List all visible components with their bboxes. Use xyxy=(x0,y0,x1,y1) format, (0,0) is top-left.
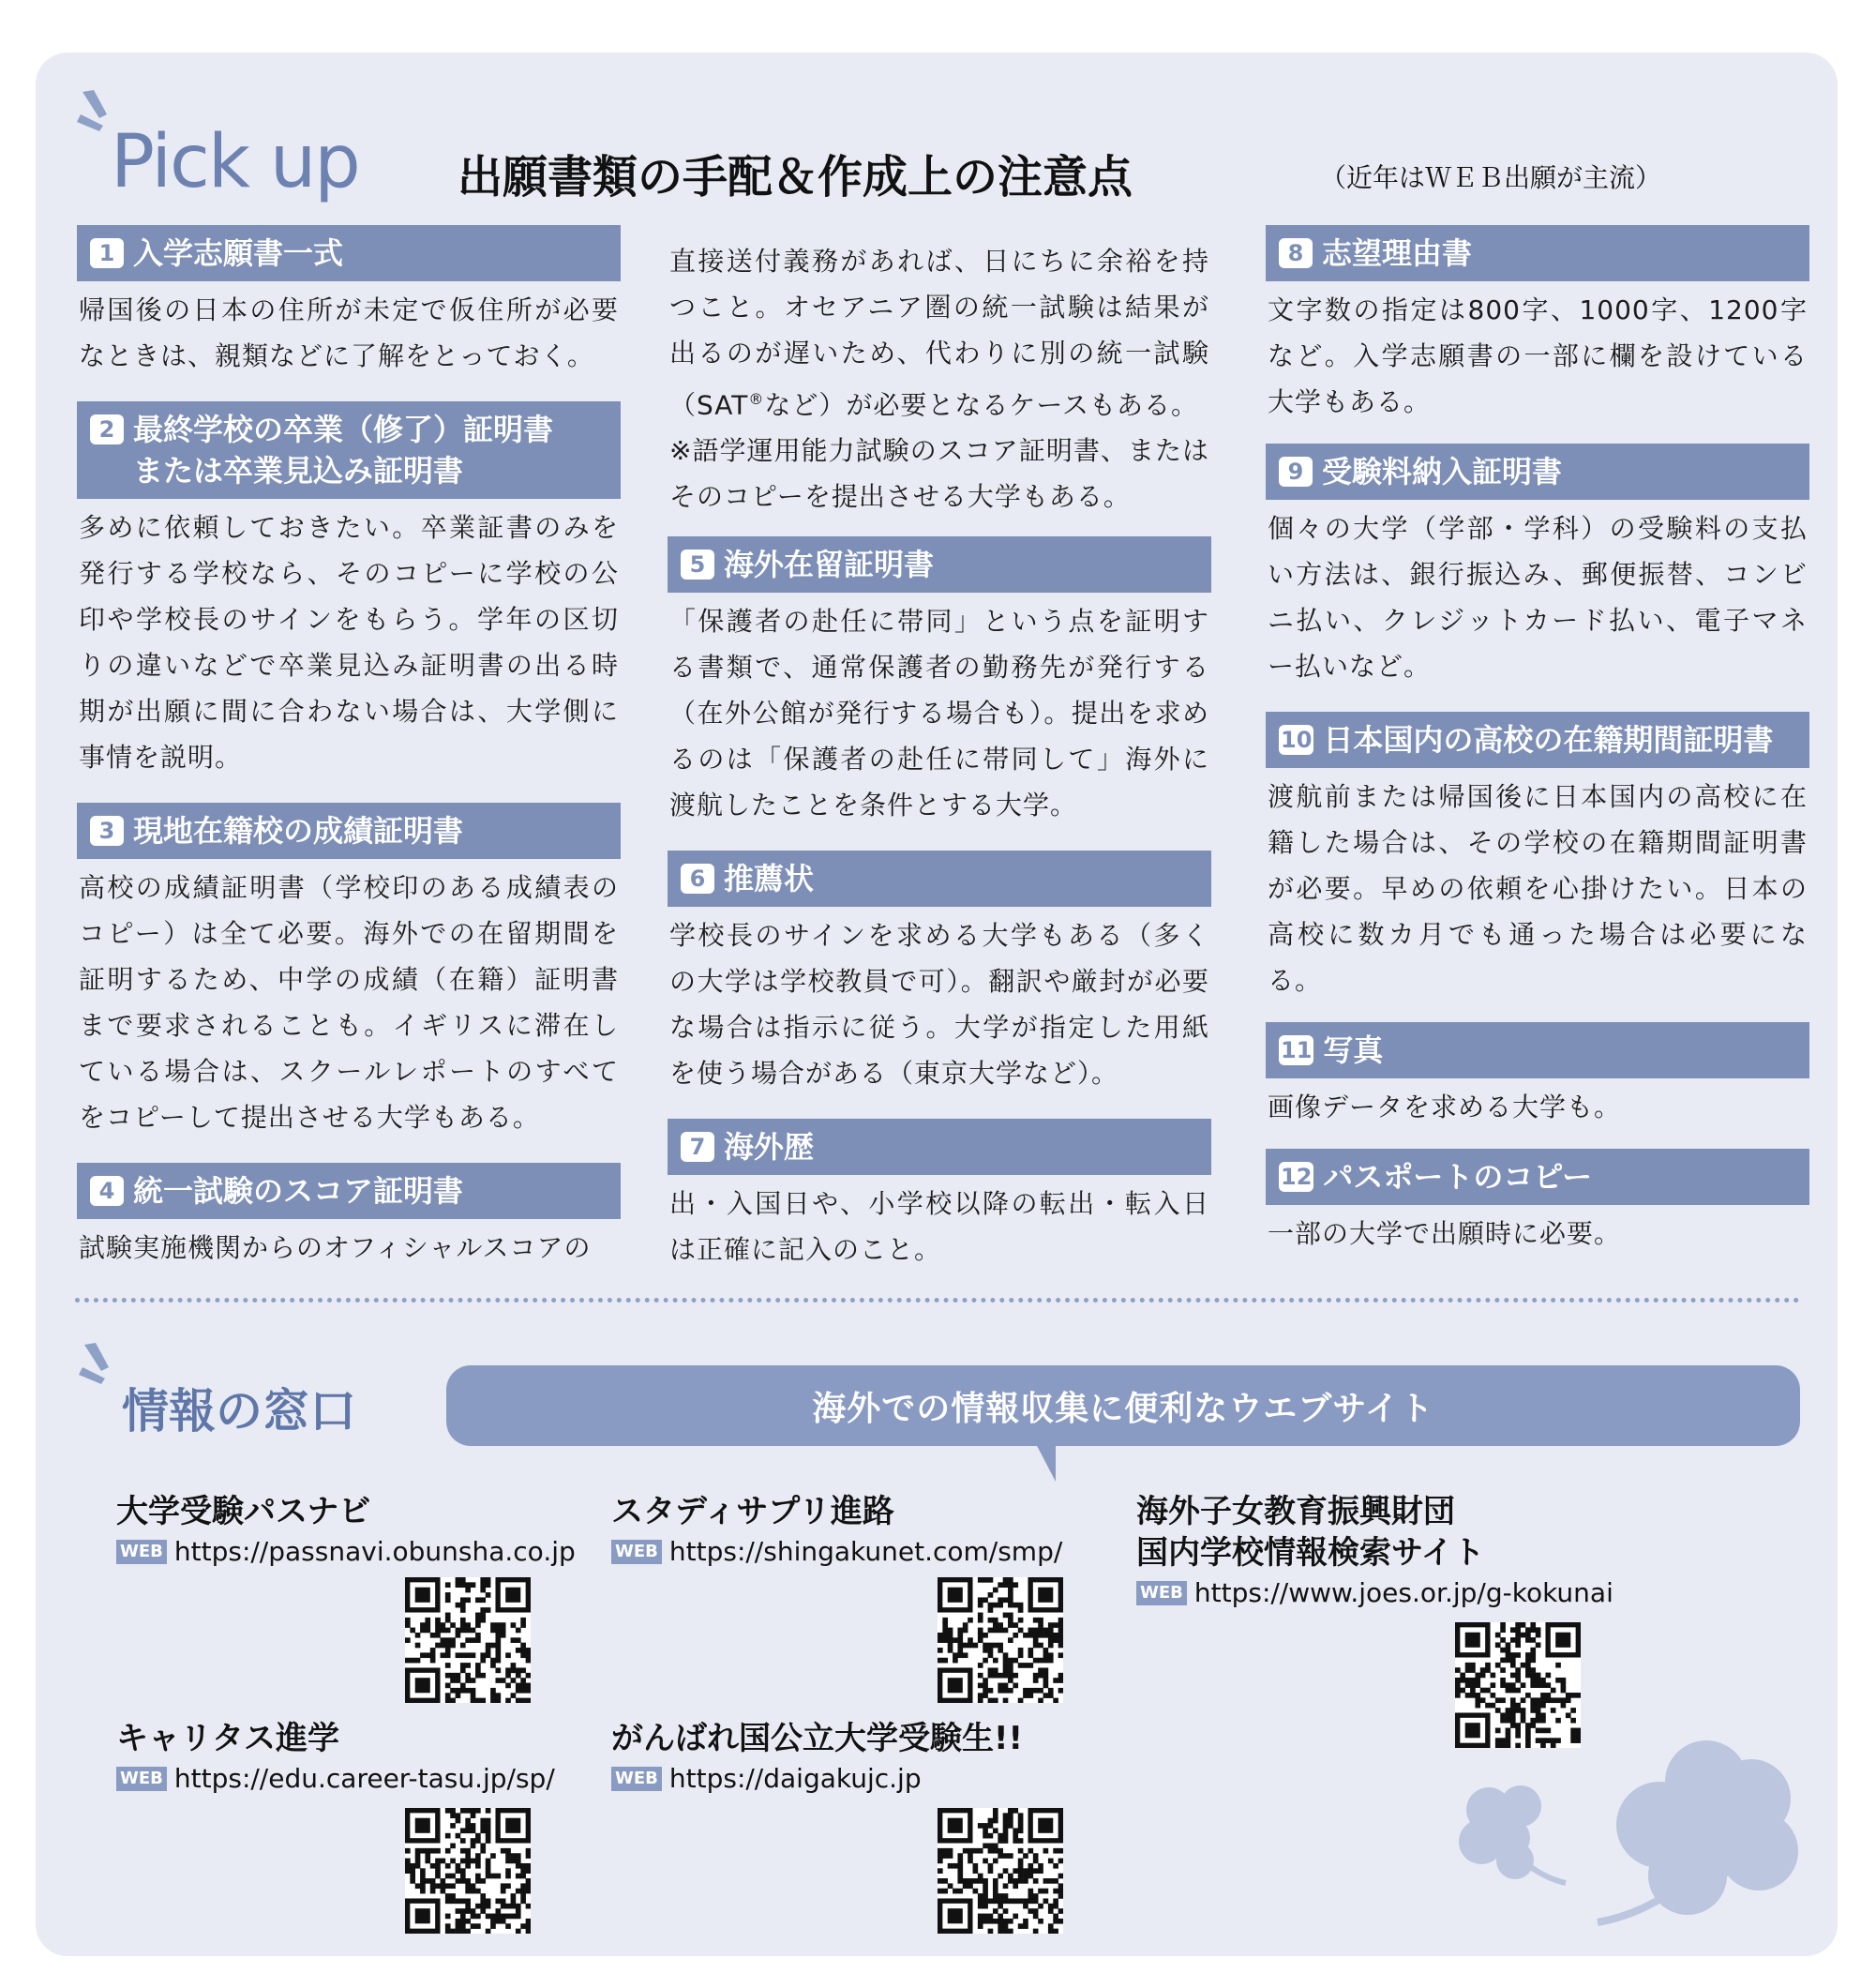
section-header-12 xyxy=(1266,1149,1809,1205)
info-section-title: 情報の窓口 xyxy=(122,1384,356,1438)
section-title: 志望理由書 xyxy=(1322,235,1473,271)
section-header-8 xyxy=(1266,225,1809,281)
site-name: スタディサプリ進路 xyxy=(611,1493,894,1530)
web-badge: WEB xyxy=(1136,1581,1187,1605)
section-title: 写真 xyxy=(1323,1032,1384,1068)
section-header-2 xyxy=(77,401,621,499)
number-badge: 3 xyxy=(90,816,124,846)
number-badge: 12 xyxy=(1281,1164,1313,1190)
section-header-9 xyxy=(1266,444,1809,500)
section-header-11 xyxy=(1266,1022,1809,1078)
number-badge: 10 xyxy=(1281,727,1313,753)
section-title: 入学志願書一式 xyxy=(133,235,344,271)
site-url-link[interactable]: https://passnavi.obunsha.co.jp xyxy=(173,1536,576,1567)
web-badge: WEB xyxy=(611,1540,662,1564)
site-name: キャリタス進学 xyxy=(116,1720,339,1757)
qr-code-icon[interactable] xyxy=(405,1577,531,1703)
number-badge: 6 xyxy=(681,864,714,894)
number-badge: 5 xyxy=(681,550,714,580)
section-title: パスポートのコピー xyxy=(1323,1159,1593,1195)
number-badge: 4 xyxy=(90,1176,124,1206)
qr-code-icon[interactable] xyxy=(938,1577,1063,1703)
page-title: 出願書類の手配＆作成上の注意点 xyxy=(458,151,1133,203)
number-badge: 7 xyxy=(681,1132,714,1162)
section-body-12: 一部の大学で出願時に必要。 xyxy=(1268,1218,1622,1249)
section-header-5 xyxy=(668,536,1211,593)
section-header-10 xyxy=(1266,712,1809,768)
site-name: 大学受験パスナビ xyxy=(116,1493,371,1530)
column-3 xyxy=(1266,225,1809,1270)
clover-large-icon xyxy=(1594,1735,1819,1941)
accent-marks-icon xyxy=(77,1343,114,1390)
section-title: 日本国内の高校の在籍期間証明書 xyxy=(1323,722,1774,758)
section-body-1: 帰国後の日本の住所が未定で仮住所が必要なときは、親類などに了解をとっておく。 xyxy=(79,294,619,371)
section-body-7: 出・入国日や、小学校以降の転出・転入日は正確に記入のこと。 xyxy=(669,1188,1209,1266)
number-badge: 1 xyxy=(90,238,124,268)
site-joes xyxy=(1136,1491,1613,1608)
site-url-link[interactable]: https://edu.career-tasu.jp/sp/ xyxy=(173,1763,555,1794)
site-name-line2: 国内学校情報検索サイト xyxy=(1136,1534,1485,1572)
section-title: 推薦状 xyxy=(724,861,815,897)
dotted-divider xyxy=(75,1298,1800,1303)
page-subtitle: （近年はＷＥＢ出願が主流） xyxy=(1320,162,1662,193)
section-body-11: 画像データを求める大学も。 xyxy=(1268,1092,1622,1122)
section-header-1 xyxy=(77,225,621,281)
speech-bubble: 海外での情報収集に便利なウエブサイト xyxy=(446,1365,1800,1446)
section-title: 最終学校の卒業（修了）証明書 xyxy=(133,412,554,447)
site-url-link[interactable]: https://www.joes.or.jp/g-kokunai xyxy=(1193,1577,1613,1608)
section-body-2: 多めに依頼しておきたい。卒業証書のみを発行する学校なら、そのコピーに学校の公印や学校長のサインをもらう。学年の区切りの違いなどで卒業見込み証明書の出る時期が出願に間に合わない場合は、大学側に事情を説明。 xyxy=(79,512,619,773)
site-daigakujc xyxy=(611,1718,1023,1794)
section-title: 海外歴 xyxy=(724,1129,815,1166)
number-badge: 9 xyxy=(1279,457,1313,487)
site-caritas xyxy=(116,1718,555,1794)
number-badge: 11 xyxy=(1281,1037,1313,1063)
section-body-4-cont: 直接送付義務があれば、日にちに余裕を持つこと。オセアニア圏の統一試験は結果が出るのが遅いため、代わりに別の統一試験（SAT®など）が必要となるケースもある。 ※語学運用能力試験のスコア証明書、またはそのコピーを提出させる大学もある。 xyxy=(669,246,1209,513)
section-title-line2: または卒業見込み証明書 xyxy=(133,453,464,489)
site-url-link[interactable]: https://daigakujc.jp xyxy=(668,1763,922,1794)
web-badge: WEB xyxy=(611,1767,662,1791)
section-body-4: 試験実施機関からのオフィシャルスコアの xyxy=(79,1232,592,1263)
section-title: 統一試験のスコア証明書 xyxy=(133,1173,464,1209)
site-name: 海外子女教育振興財団 xyxy=(1136,1493,1455,1530)
note: ※語学運用能力試験のスコア証明書、またはそのコピーを提出させる大学もある。 xyxy=(669,435,1209,513)
section-title: 受験料納入証明書 xyxy=(1322,454,1563,489)
section-body-6: 学校長のサインを求める大学もある（多くの大学は学校教員で可）。翻訳や厳封が必要な場合は指示に従う。大学が指定した用紙を使う場合がある（東京大学など）。 xyxy=(669,920,1209,1090)
site-passnavi xyxy=(116,1491,576,1567)
site-name: がんばれ国公立大学受験生!! xyxy=(611,1720,1024,1757)
column-1 xyxy=(77,225,621,1284)
section-body-10: 渡航前または帰国後に日本国内の高校に在籍した場合は、その学校の在籍期間証明書が必要。早めの依頼を心掛けたい。日本の高校に数カ月でも通った場合は必要になる。 xyxy=(1268,781,1808,996)
site-url-link[interactable]: https://shingakunet.com/smp/ xyxy=(668,1536,1063,1567)
accent-marks-icon xyxy=(75,90,113,137)
number-badge: 8 xyxy=(1279,238,1313,268)
section-title: 海外在留証明書 xyxy=(724,547,935,583)
column-2 xyxy=(668,238,1211,1286)
qr-code-icon[interactable] xyxy=(938,1808,1063,1934)
section-body-9: 個々の大学（学部・学科）の受験料の支払い方法は、銀行振込み、郵便振替、コンビニ払い、クレジットカード払い、電子マネー払いなど。 xyxy=(1268,513,1808,682)
section-body-3: 高校の成績証明書（学校印のある成績表のコピー）は全て必要。海外での在留期間を証明するため、中学の成績（在籍）証明書まで要求されることも。イギリスに滞在している場合は、スクールレポートのすべてをコピーして提出させる大学もある。 xyxy=(79,872,619,1133)
section-header-7 xyxy=(668,1119,1211,1175)
pickup-label: Pick up xyxy=(111,120,359,204)
speech-bubble-tail xyxy=(1035,1442,1056,1482)
section-body-8: 文字数の指定は800字、1000字、1200字など。入学志願書の一部に欄を設けている大学もある。 xyxy=(1268,294,1808,417)
qr-code-icon[interactable] xyxy=(1455,1622,1581,1748)
section-header-6 xyxy=(668,851,1211,907)
qr-code-icon[interactable] xyxy=(405,1808,531,1934)
web-badge: WEB xyxy=(116,1540,167,1564)
number-badge: 2 xyxy=(90,414,124,444)
section-header-4 xyxy=(77,1163,621,1219)
section-header-3 xyxy=(77,803,621,859)
section-body-5: 「保護者の赴任に帯同」という点を証明する書類で、通常保護者の勤務先が発行する（在外公館が発行する場合も）。提出を求めるのは「保護者の赴任に帯同して」海外に渡航したことを条件とする大学。 xyxy=(669,606,1209,821)
section-title: 現地在籍校の成績証明書 xyxy=(133,813,464,849)
registered-mark: ® xyxy=(748,390,765,408)
web-badge: WEB xyxy=(116,1767,167,1791)
site-studysapuri xyxy=(611,1491,1062,1567)
clover-small-icon xyxy=(1444,1772,1575,1904)
